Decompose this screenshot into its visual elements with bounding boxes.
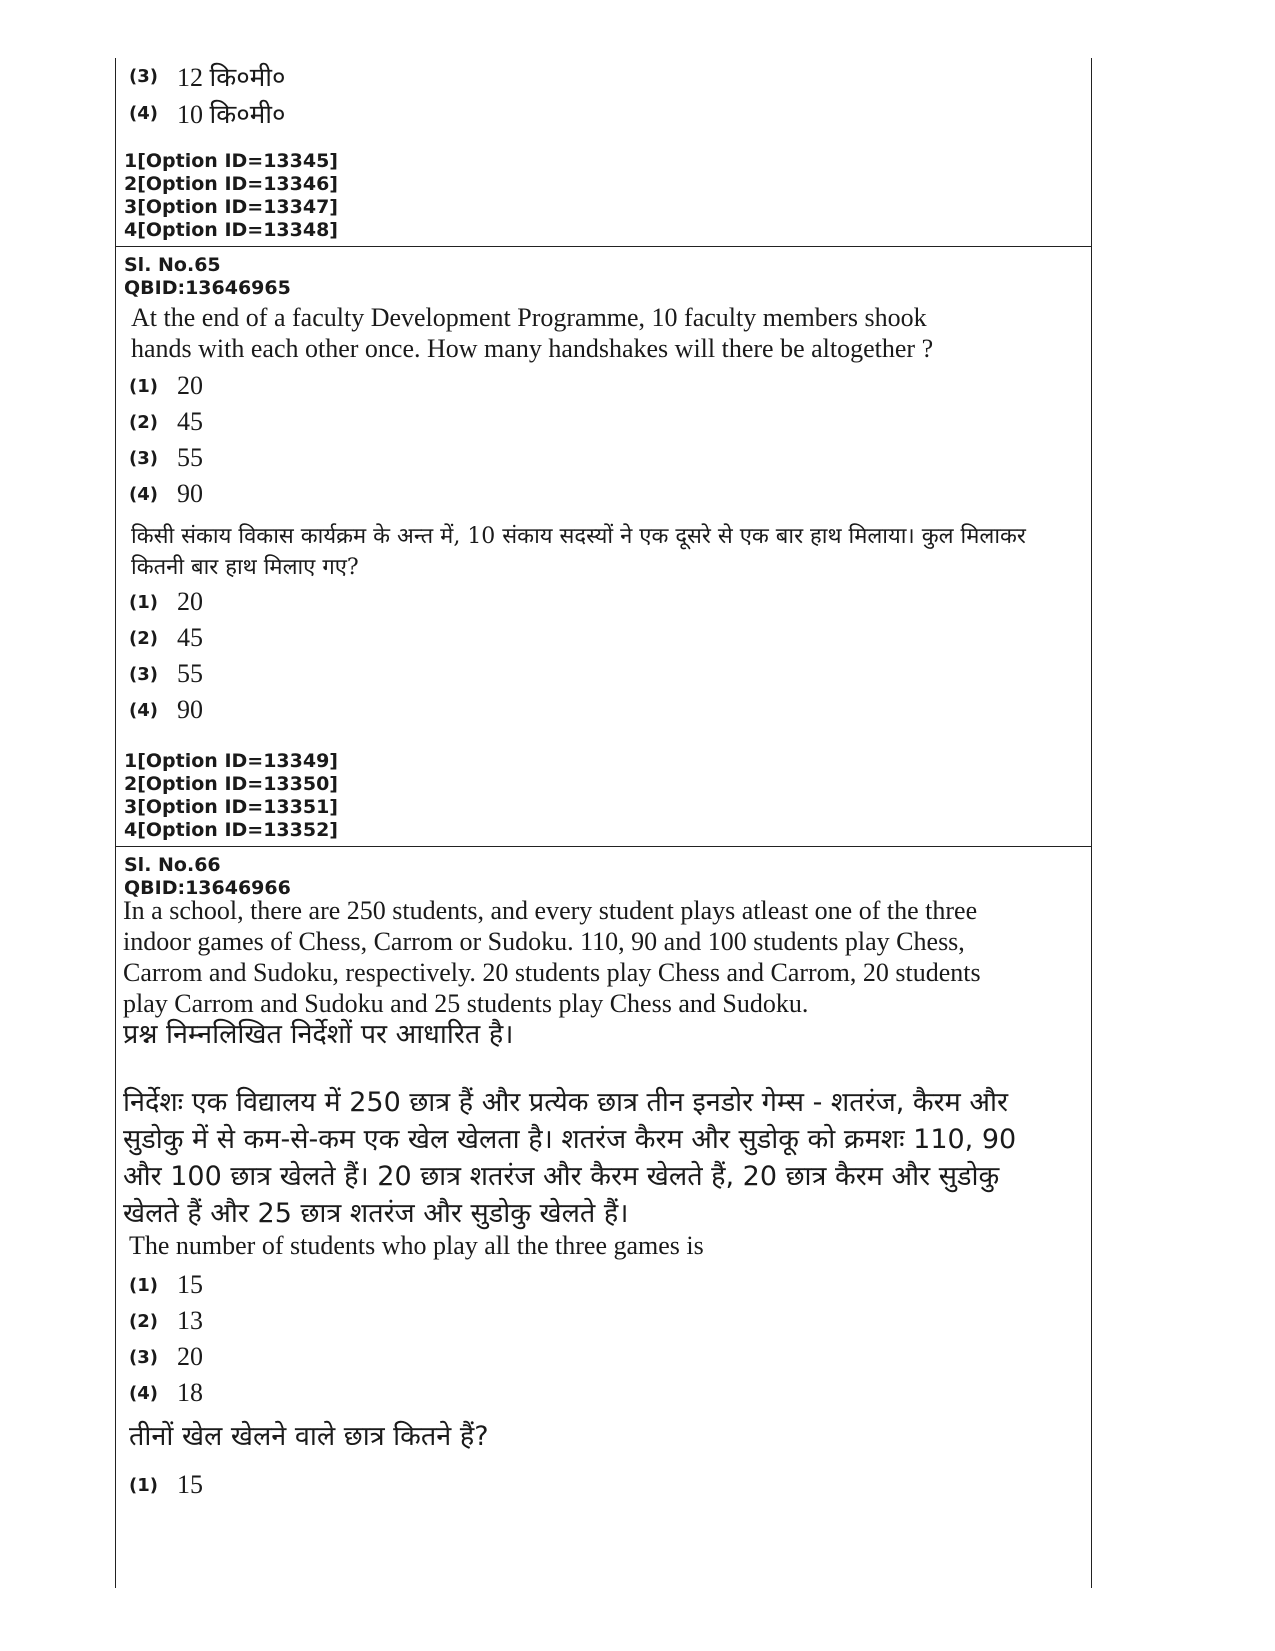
option-id: 2[Option ID=13350] xyxy=(124,773,338,795)
option-number: (3) xyxy=(129,663,158,685)
option-text: 15 xyxy=(177,1470,203,1499)
option-number: (3) xyxy=(129,65,158,87)
qbid: QBID:13646965 xyxy=(124,277,291,299)
option-4 xyxy=(129,1378,203,1410)
option-3 xyxy=(129,1342,203,1374)
option-number: (2) xyxy=(129,411,158,433)
qbid: QBID:13646966 xyxy=(124,877,291,899)
option-number: (4) xyxy=(129,102,158,124)
option-id: 3[Option ID=13351] xyxy=(124,796,338,818)
option-2 xyxy=(129,623,203,655)
option-text: 20 xyxy=(177,587,203,616)
option-number: (3) xyxy=(129,1346,158,1368)
option-1 xyxy=(129,587,203,619)
question-paper-page xyxy=(115,58,1092,1588)
option-text: 10 कि०मी० xyxy=(177,100,286,129)
option-id-list xyxy=(124,150,338,242)
option-number: (4) xyxy=(129,483,158,505)
question-text-hi: किसी संकाय विकास कार्यक्रम के अन्त में, 10 संकाय सदस्यों ने एक दूसरे से एक बार हाथ मिलाया। कुल मिलाकर कितनी बार हाथ मिलाए गए? xyxy=(131,524,1026,580)
option-number: (1) xyxy=(129,1274,158,1296)
passage-en: In a school, there are 250 students, and every student plays atleast one of the three indoor games of Chess, Carrom or Sudoku. 110, 90 and 100 students play Chess, Carrom and Sudoku, respectively. 20 students play Chess and Carrom, 20 students play Carrom and Sudoku and 25 students play Chess and Sudoku. xyxy=(123,896,981,1018)
option-3 xyxy=(129,659,203,691)
option-number: (4) xyxy=(129,1382,158,1404)
question-meta xyxy=(124,254,291,300)
option-id: 4[Option ID=13352] xyxy=(124,819,338,841)
serial-number: Sl. No.65 xyxy=(124,254,221,276)
option-number: (1) xyxy=(129,591,158,613)
option-1 xyxy=(129,371,203,403)
option-text: 45 xyxy=(177,623,203,652)
question-text-en: The number of students who play all the three games is xyxy=(129,1231,704,1260)
option-4 xyxy=(129,95,286,127)
option-text: 90 xyxy=(177,479,203,508)
option-4 xyxy=(129,479,203,511)
option-text: 45 xyxy=(177,407,203,436)
option-id: 4[Option ID=13348] xyxy=(124,219,338,241)
option-text: 20 xyxy=(177,1342,203,1371)
option-id-list xyxy=(124,750,338,842)
question-meta xyxy=(124,854,291,900)
option-number: (1) xyxy=(129,1474,158,1496)
passage-intro-hi: प्रश्न निम्नलिखित निर्देशों पर आधारित है। xyxy=(123,1019,514,1050)
option-2 xyxy=(129,1306,203,1338)
option-text: 20 xyxy=(177,371,203,400)
option-text: 18 xyxy=(177,1378,203,1407)
option-1 xyxy=(129,1470,203,1502)
option-text: 13 xyxy=(177,1306,203,1335)
option-3 xyxy=(129,443,203,475)
option-1 xyxy=(129,1270,203,1302)
option-text: 12 कि०मी० xyxy=(177,63,286,92)
option-id: 2[Option ID=13346] xyxy=(124,173,338,195)
option-id: 3[Option ID=13347] xyxy=(124,196,338,218)
section-divider xyxy=(116,846,1091,847)
option-id: 1[Option ID=13345] xyxy=(124,150,338,172)
option-text: 55 xyxy=(177,659,203,688)
option-4 xyxy=(129,695,203,727)
option-text: 15 xyxy=(177,1270,203,1299)
option-text: 55 xyxy=(177,443,203,472)
option-number: (2) xyxy=(129,627,158,649)
option-number: (1) xyxy=(129,375,158,397)
option-id: 1[Option ID=13349] xyxy=(124,750,338,772)
section-divider xyxy=(116,246,1091,247)
option-3 xyxy=(129,58,286,90)
option-text: 90 xyxy=(177,695,203,724)
option-number: (3) xyxy=(129,447,158,469)
option-2 xyxy=(129,407,203,439)
question-text-en: At the end of a faculty Development Programme, 10 faculty members shook hands with each other once. How many handshakes will there be altogether ? xyxy=(131,303,934,363)
passage-hi: निर्देशः एक विद्यालय में 250 छात्र हैं और प्रत्येक छात्र तीन इनडोर गेम्स - शतरंज, कैरम और सुडोकु में से कम-से-कम एक खेल खेलता है। शतरंज कैरम और सुडोकू को क्रमशः 110, 90 और 100 छात्र खेलते हैं। 20 छात्र शतरंज और कैरम खेलते हैं, 20 छात्र कैरम और सुडोकु खेलते हैं और 25 छात्र शतरंज और सुडोकु खेलते हैं। xyxy=(123,1087,1017,1229)
question-text-hi: तीनों खेल खेलने वाले छात्र कितने हैं? xyxy=(129,1421,489,1452)
option-number: (2) xyxy=(129,1310,158,1332)
serial-number: Sl. No.66 xyxy=(124,854,221,876)
option-number: (4) xyxy=(129,699,158,721)
